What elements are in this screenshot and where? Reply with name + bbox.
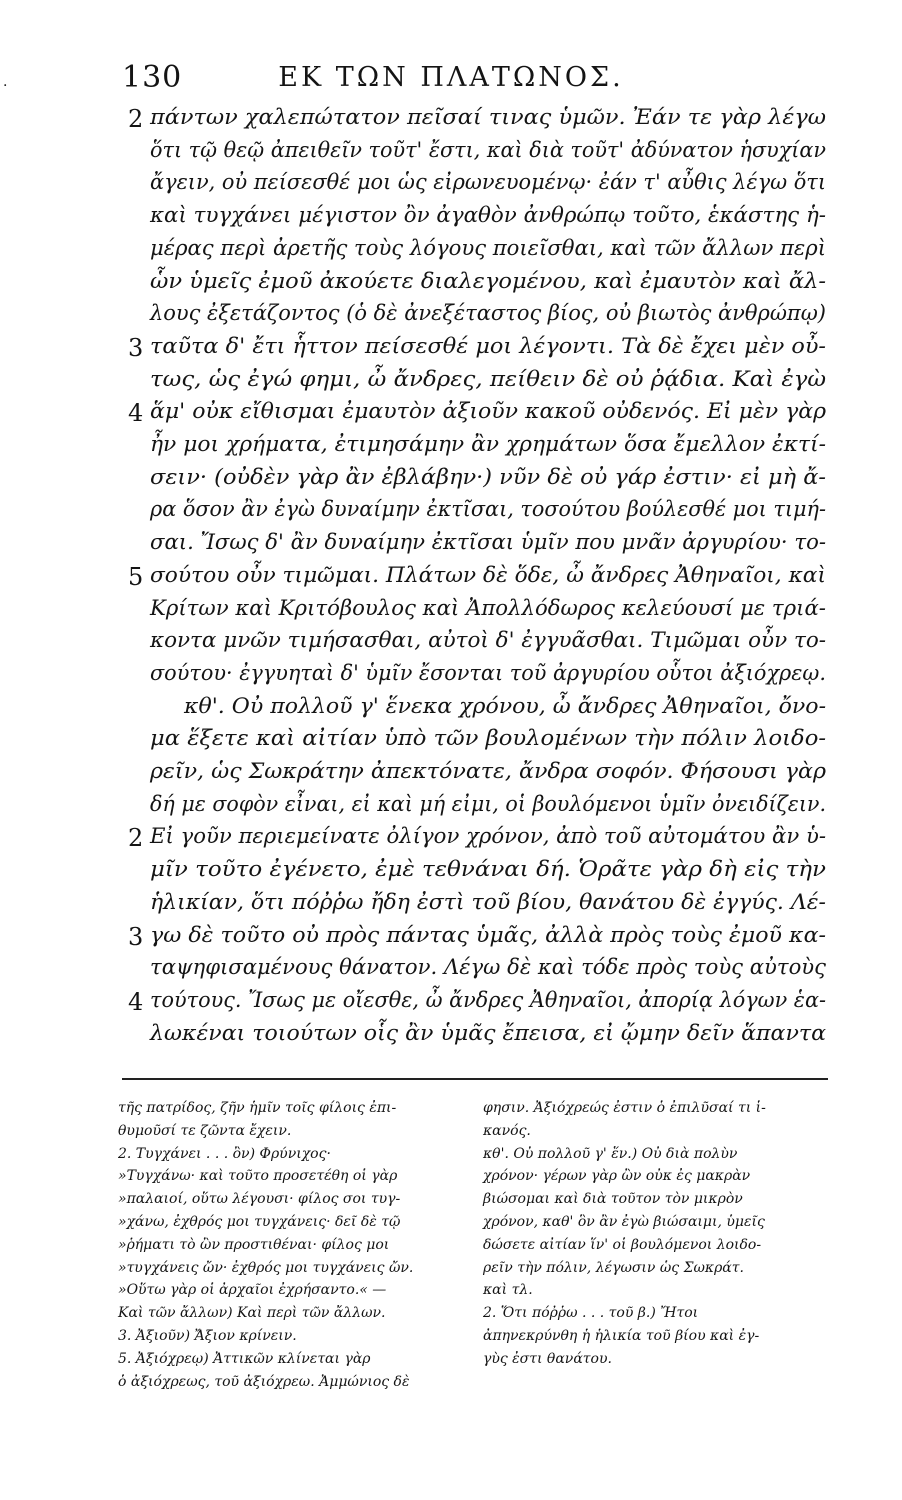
text-line	[0, 1021, 902, 1055]
line-text: κθ'. Οὐ πολλοῦ γ' ἕνεκα χρόνου, ὦ ἄνδρες Ἀθηναῖοι, ὄνο-	[184, 693, 827, 718]
line-text: ταψηφισαμένους θάνατον. Λέγω δὲ καὶ τόδε πρὸς τοὺς αὐτοὺς	[150, 955, 826, 980]
footnote-line: θυμοῦσί τε ζῶντα ἔχειν.	[118, 1122, 292, 1139]
text-line	[0, 759, 902, 793]
line-number: 4	[128, 987, 144, 1016]
running-title: ΕΚ ΤΩΝ ΠΛΑΤΩΝΟΣ.	[278, 62, 624, 93]
line-text: Κρίτων καὶ Κριτόβουλος καὶ Ἀπολλόδωρος κελεύουσί με τριά-	[150, 595, 826, 620]
footnote-line: 2. Ὅτι πόῤῥω . . . τοῦ β.) Ἤτοι	[483, 1305, 699, 1322]
line-text: ἅμ' οὐκ εἴθισμαι ἐμαυτὸν ἀξιοῦν κακοῦ οὐδενός. Εἰ μὲν γὰρ	[150, 399, 827, 424]
line-text: τούτους. Ἴσως με οἴεσθε, ὦ ἄνδρες Ἀθηναῖοι, ἀπορίᾳ λόγων ἑα-	[150, 987, 826, 1012]
text-line	[0, 988, 902, 1022]
line-text: ὅτι τῷ θεῷ ἀπειθεῖν τοῦτ' ἔστι, καὶ διὰ τοῦτ' ἀδύνατον ἡσυχίαν	[150, 137, 827, 162]
text-line	[0, 367, 902, 401]
line-number: 2	[128, 105, 144, 133]
line-text: σούτου· ἐγγυηταὶ δ' ὑμῖν ἔσονται τοῦ ἀργυρίου οὗτοι ἀξιόχρεῳ.	[150, 660, 826, 685]
footnote-divider	[122, 1078, 828, 1080]
line-text: γω δὲ τοῦτο οὐ πρὸς πάντας ὑμᾶς, ἀλλὰ πρὸς τοὺς ἐμοῦ κα-	[150, 922, 827, 947]
footnote-line: 5. Ἀξιόχρεῳ) Ἀττικῶν κλίνεται γὰρ	[118, 1350, 371, 1367]
footnote-line: »ῥήματι τὸ ὢν προστιθέναι· φίλος μοι	[118, 1236, 390, 1253]
footnote-line: »Οὕτω γὰρ οἱ ἀρχαῖοι ἐχρήσαντο.« —	[118, 1282, 387, 1299]
footnote-line: καὶ τλ.	[483, 1282, 533, 1299]
line-text: ρα ὅσον ἂν ἐγὼ δυναίμην ἐκτῖσαι, τοσούτου βούλεσθέ μοι τιμή-	[150, 497, 826, 522]
footnote-line: κανός.	[483, 1122, 531, 1139]
text-line	[0, 465, 902, 499]
text-line	[0, 563, 902, 597]
line-text: κοντα μνῶν τιμήσασθαι, αὐτοὶ δ' ἐγγυᾶσθαι. Τιμῶμαι οὖν το-	[150, 628, 827, 653]
text-line	[0, 530, 902, 564]
line-text: πάντων χαλεπώτατον πεῖσαί τινας ὑμῶν. Ἐάν τε γὰρ λέγω	[150, 105, 827, 129]
line-text: μῖν τοῦτο ἐγένετο, ἐμὲ τεθνάναι δή. Ὁρᾶτε γὰρ δὴ εἰς τὴν	[150, 857, 827, 882]
page-number: 130	[122, 60, 183, 95]
text-line	[0, 955, 902, 989]
line-text: ρεῖν, ὡς Σωκράτην ἀπεκτόνατε, ἄνδρα σοφόν. Φήσουσι γὰρ	[150, 759, 827, 783]
footnote-line: »τυγχάνεις ὤν· ἐχθρός μοι τυγχάνεις ὤν.	[118, 1259, 414, 1276]
text-line	[0, 792, 902, 826]
text-line	[0, 923, 902, 957]
line-text: τως, ὡς ἐγώ φημι, ὦ ἄνδρες, πείθειν δὲ οὐ ῥᾴδια. Καὶ ἐγὼ	[150, 366, 826, 391]
line-text: καὶ τυγχάνει μέγιστον ὂν ἀγαθὸν ἀνθρώπῳ τοῦτο, ἑκάστης ἡ-	[150, 203, 826, 228]
text-line	[0, 824, 902, 858]
line-number: 2	[128, 824, 144, 853]
footnote-line: Καὶ τῶν ἄλλων) Καὶ περὶ τῶν ἄλλων.	[118, 1305, 386, 1322]
line-number: 5	[128, 562, 144, 591]
line-text: σούτου οὖν τιμῶμαι. Πλάτων δὲ ὅδε, ὦ ἄνδρες Ἀθηναῖοι, καὶ	[150, 562, 826, 587]
footnote-line: βιώσομαι καὶ διὰ τοῦτον τὸν μικρὸν	[483, 1191, 743, 1208]
margin-mark: ·	[3, 78, 8, 94]
line-text: δή με σοφὸν εἶναι, εἰ καὶ μή εἰμι, οἱ βουλόμενοι ὑμῖν ὀνειδίζειν.	[150, 791, 827, 816]
text-line	[0, 334, 902, 368]
text-line	[0, 497, 902, 531]
line-number: 3	[128, 333, 144, 362]
line-text: ἡλικίαν, ὅτι πόῤῥω ἤδη ἐστὶ τοῦ βίου, θανάτου δὲ ἐγγύς. Λέ-	[150, 889, 826, 914]
line-text: μα ἕξετε καὶ αἰτίαν ὑπὸ τῶν βουλομένων τὴν πόλιν λοιδο-	[150, 726, 827, 751]
text-line	[0, 138, 902, 172]
text-line	[0, 628, 902, 662]
line-text: ἦν μοι χρήματα, ἐτιμησάμην ἂν χρημάτων ὅσα ἔμελλον ἐκτί-	[150, 432, 827, 456]
text-line	[0, 432, 902, 466]
footnote-line: κθ'. Οὐ πολλοῦ γ' ἕν.) Οὐ διὰ πολὺν	[483, 1145, 738, 1162]
text-line	[0, 236, 902, 270]
line-number: 4	[128, 399, 144, 428]
footnote-line: ὁ ἀξιόχρεως, τοῦ ἀξιόχρεω. Ἀμμώνιος δὲ	[118, 1373, 410, 1390]
line-text: λωκέναι τοιούτων οἷς ἂν ὑμᾶς ἔπεισα, εἰ ᾤμην δεῖν ἅπαντα	[150, 1020, 826, 1045]
text-line	[0, 105, 902, 139]
line-text: μέρας περὶ ἀρετῆς τοὺς λόγους ποιεῖσθαι, καὶ τῶν ἄλλων περὶ	[150, 235, 827, 260]
line-number: 3	[128, 922, 144, 951]
text-line	[0, 301, 902, 335]
footnote-line: ρεῖν τὴν πόλιν, λέγωσιν ὡς Σωκράτ.	[483, 1259, 744, 1276]
text-line	[0, 203, 902, 237]
footnote-line: »Τυγχάνω· καὶ τοῦτο προσετέθη οἱ γὰρ	[118, 1168, 398, 1185]
footnote-line: 2. Τυγχάνει . . . ὂν) Φρύνιχος·	[118, 1145, 331, 1162]
footnote-line: 3. Ἀξιοῦν) Ἄξιον κρίνειν.	[118, 1328, 297, 1344]
line-text: ἄγειν, οὐ πείσεσθέ μοι ὡς εἰρωνευομένῳ· ἐάν τ' αὖθις λέγω ὅτι	[150, 170, 827, 195]
line-text: λους ἐξετάζοντος (ὁ δὲ ἀνεξέταστος βίος, οὐ βιωτὸς ἀνθρώπῳ)	[150, 301, 826, 326]
footnote-line: χρόνον, καθ' ὃν ἂν ἐγὼ βιώσαιμι, ὑμεῖς	[483, 1214, 765, 1230]
footnote-line: »παλαιοί, οὕτω λέγουσι· φίλος σοι τυγ-	[118, 1191, 401, 1208]
text-line	[0, 596, 902, 630]
line-text: Εἰ γοῦν περιεμείνατε ὀλίγον χρόνον, ἀπὸ τοῦ αὐτομάτου ἂν ὑ-	[150, 824, 827, 849]
footnote-line: δώσετε αἰτίαν ἵν' οἱ βουλόμενοι λοιδο-	[483, 1236, 762, 1253]
text-line	[0, 694, 902, 728]
footnote-line: ἀπηνεκρύνθη ἡ ἡλικία τοῦ βίου καὶ ἐγ-	[483, 1328, 760, 1344]
footnote-line: γὺς ἐστι θανάτου.	[483, 1350, 612, 1367]
page-header	[0, 60, 902, 100]
footnote-line: τῆς πατρίδος, ζῆν ἡμῖν τοῖς φίλοις ἐπι-	[118, 1100, 397, 1116]
line-text: σαι. Ἴσως δ' ἂν δυναίμην ἐκτῖσαι ὑμῖν που μνᾶν ἀργυρίου· το-	[150, 530, 827, 555]
footnote-line: φησιν. Ἀξιόχρεώς ἐστιν ὁ ἐπιλῦσαί τι ἱ-	[483, 1100, 766, 1116]
text-line	[0, 726, 902, 760]
line-text: ὧν ὑμεῖς ἐμοῦ ἀκούετε διαλεγομένου, καὶ ἐμαυτὸν καὶ ἄλ-	[150, 268, 827, 293]
line-text: ταῦτα δ' ἔτι ἧττον πείσεσθέ μοι λέγοντι. Τὰ δὲ ἔχει μὲν οὖ-	[150, 333, 826, 358]
footnote-line: χρόνον· γέρων γὰρ ὢν οὐκ ἐς μακρὰν	[483, 1168, 751, 1185]
text-line	[0, 399, 902, 433]
footnote-line: »χάνω, ἐχθρός μοι τυγχάνεις· δεῖ δὲ τῷ	[118, 1214, 401, 1230]
text-line	[0, 661, 902, 695]
line-text: σειν· (οὐδὲν γὰρ ἂν ἐβλάβην·) νῦν δὲ οὐ γάρ ἐστιν· εἰ μὴ ἄ-	[150, 464, 827, 489]
text-line	[0, 857, 902, 891]
text-line	[0, 890, 902, 924]
text-line	[0, 170, 902, 204]
text-line	[0, 269, 902, 303]
